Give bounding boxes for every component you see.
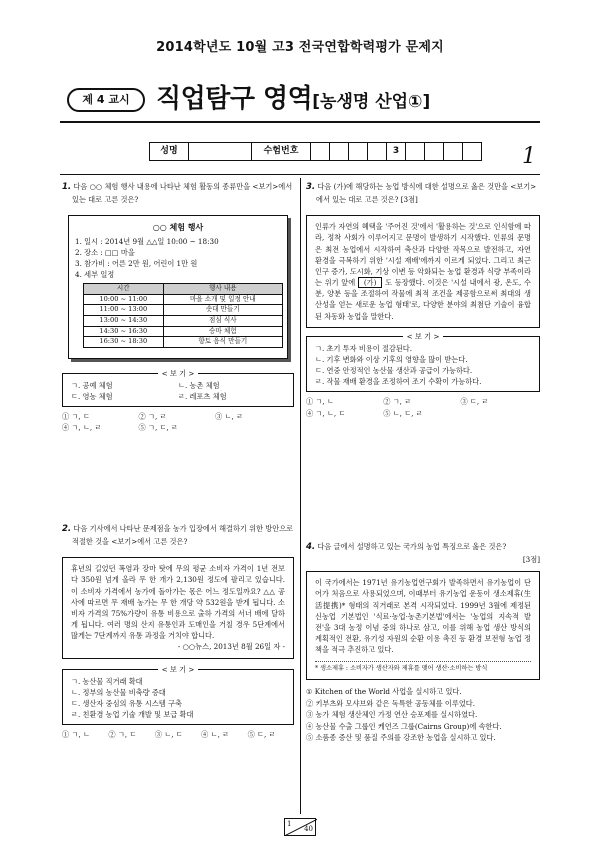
- examno-box[interactable]: [424, 142, 444, 161]
- question-text: 다음 ○○ 체험 행사 내용에 나타난 체험 활동의 종류만을 <보기>에서 있는 대로 고른 것은?: [72, 182, 293, 205]
- subject-main: 직업탐구 영역: [156, 84, 313, 114]
- question-text: 다음 기사에서 나타난 문제점을 농가 입장에서 해결하기 위한 방안으로 적절한 것을 <보기>에서 고른 것은?: [72, 524, 294, 547]
- bogi-item: ㄴ. 기후 변화와 이상 기후의 영향을 많이 받는다.: [315, 354, 468, 364]
- passage-text: 이 국가에서는 1971년 유기농업연구회가 발족하면서 유기농업이 단어가 처음으로 사용되었으며, 이때부터 유기농업 운동이 생소제휴(生活提携)* 형태의 직거래로 본격 시작되었다. 1999년 3월에 제정된 신농업 기본법인 '식료·농업·농촌기본법'에서는 '농업의 지속적 발전'을 3대 농정 이념 중의 하나로 삼고, 이를 위해 농업 생산 방식의 계획적인 전환, 유기성 자원의 순환 이용 촉진 등 환경 보전형 농업 정책을 적극 추진하고 있다.: [315, 578, 531, 655]
- bogi-item: ㄷ. 연중 안정적인 농산물 생산과 공급이 가능하다.: [315, 366, 473, 376]
- passage-box: [306, 571, 540, 680]
- answer-options: [62, 411, 294, 433]
- table-row: [84, 326, 283, 337]
- answer-option[interactable]: ④ ㄱ, ㄴ, ㄷ: [306, 408, 346, 418]
- news-passage-box: [62, 557, 294, 658]
- answer-choice[interactable]: ① Kitchen of the World 사업을 실시하고 있다.: [306, 687, 462, 697]
- bogi-box: [306, 331, 540, 393]
- id-row: [150, 142, 482, 161]
- examno-box[interactable]: [462, 142, 482, 161]
- answer-option[interactable]: ③ ㄴ, ㄷ: [154, 730, 183, 740]
- answer-choice[interactable]: ⑤ 소품종 증산 및 품질 주의를 강조한 농업을 실시하고 있다.: [306, 733, 496, 743]
- footnote: * 생소제휴 : 소비자가 생산자와 제휴를 맺어 생산·소비하는 방식: [315, 661, 531, 674]
- examno-fixed-digit: 3: [386, 142, 406, 161]
- answer-option[interactable]: ② ㄱ, ㄹ: [383, 397, 412, 407]
- table-cell: 솟대 만들기: [163, 305, 282, 316]
- bogi-title: < 보 기 >: [158, 369, 199, 378]
- table-header: 행사 내용: [163, 284, 282, 295]
- question-text: 다음 글에서 설명하고 있는 국가의 농업 특징으로 옳은 것은?: [317, 542, 507, 551]
- examno-box[interactable]: [310, 142, 330, 161]
- table-cell: 마을 소개 및 일정 안내: [163, 294, 282, 305]
- bogi-item: ㄹ. 친환경 농업 기술 개발 및 보급 확대: [71, 710, 194, 720]
- column-divider: [300, 178, 301, 814]
- answer-options: [62, 729, 294, 740]
- table-cell: 11:00 ~ 13:00: [84, 305, 164, 316]
- answer-options: [306, 396, 540, 418]
- question-number: 1.: [62, 182, 72, 192]
- bogi-box: [62, 664, 294, 726]
- question-4: [306, 541, 540, 744]
- bogi-item: ㄹ. 레포츠 체험: [178, 391, 227, 401]
- table-header: 시간: [84, 284, 164, 295]
- name-label: 성명: [149, 142, 189, 161]
- event-item: 1. 일시 : 2014년 9월 △△일 10:00 ~ 18:30: [75, 236, 219, 246]
- question-1: [62, 181, 294, 433]
- table-cell: 점심 식사: [163, 315, 282, 326]
- event-title: ○○ 체험 행사: [152, 222, 204, 233]
- page-footer: [284, 818, 316, 836]
- answer-choices: [306, 686, 540, 744]
- answer-option[interactable]: ⑤ ㄷ, ㄹ: [247, 730, 276, 740]
- table-cell: 10:00 ~ 11:00: [84, 294, 164, 305]
- answer-option[interactable]: ⑤ ㄴ, ㄷ, ㄹ: [383, 408, 423, 418]
- header-bottom-line: [60, 174, 540, 175]
- answer-option[interactable]: ⑤ ㄱ, ㄷ, ㄹ: [138, 423, 178, 433]
- bogi-item: ㄷ. 영농 체험: [71, 391, 113, 401]
- answer-option[interactable]: ① ㄱ, ㄴ: [62, 730, 90, 740]
- blank-ga: (가): [358, 277, 383, 288]
- footer-total: 40: [304, 825, 313, 834]
- table-cell: 16:30 ~ 18:30: [84, 337, 164, 348]
- passage-text: 도 등장했다. 이것은 '시설 내에서 광, 온도, 수분, 양분 등을 조절하여 작물에 최적 조건을 제공함으로써 최대의 생산성을 얻는 새로운 농업 형태'로, 다양한 분야의 최첨단 기술이 융합된 차동화 농업을 말한다.: [315, 278, 531, 321]
- table-cell: 승마 체험: [163, 326, 282, 337]
- answer-option[interactable]: ① ㄱ, ㄴ: [306, 397, 334, 407]
- question-text: 다음 (가)에 해당하는 농업 방식에 대한 설명으로 옳은 것만을 <보기>에서 있는 대로 고른 것은? [3점]: [316, 182, 537, 205]
- answer-option[interactable]: ② ㄱ, ㄹ: [138, 411, 167, 421]
- bogi-item: ㄱ. 초기 투자 비용이 절감된다.: [315, 343, 413, 353]
- answer-choice[interactable]: ④ 농산물 수출 그룹인 케언즈 그룹(Cairns Group)에 속한다.: [306, 721, 502, 731]
- table-cell: 향토 음식 만들기: [163, 337, 282, 348]
- examno-box[interactable]: [348, 142, 368, 161]
- subject-sub: [농생명 산업①]: [312, 92, 431, 112]
- examno-label: 수험번호: [251, 142, 311, 161]
- table-cell: 14:30 ~ 16:30: [84, 326, 164, 337]
- bogi-item: ㄴ. 농촌 체험: [178, 380, 220, 390]
- page-number: 1: [522, 144, 536, 169]
- answer-choice[interactable]: ② 키부츠와 모샤브와 같은 독특한 공동체를 이루었다.: [306, 698, 475, 708]
- bogi-box: [62, 368, 294, 407]
- answer-option[interactable]: ④ ㄱ, ㄴ, ㄹ: [62, 423, 102, 433]
- points-label: [3점]: [522, 555, 540, 565]
- examno-box[interactable]: [367, 142, 387, 161]
- question-number: 2.: [62, 524, 72, 534]
- answer-option[interactable]: ③ ㄷ, ㄹ: [460, 397, 489, 407]
- answer-option[interactable]: ④ ㄴ, ㄹ: [201, 730, 230, 740]
- examno-box[interactable]: [405, 142, 425, 161]
- passage-box: [306, 215, 540, 327]
- news-source: - ○○뉴스, 2013년 8월 26일 자 -: [177, 642, 285, 652]
- event-box: [68, 215, 288, 358]
- footer-page: 1: [287, 820, 292, 828]
- period-badge: 제 4 교시: [67, 88, 145, 112]
- bogi-title: < 보 기 >: [403, 332, 444, 341]
- table-header-row: [84, 284, 283, 295]
- bogi-item: ㄷ. 생산자 중심의 유통 시스템 구축: [71, 698, 182, 708]
- passage-text: 인류가 자연의 혜택을 '주어진 것'에서 '활용하는 것'으로 인식함에 따라, 정착 사회가 이루어지고 문명이 발생하기 시작했다. 인류의 문명은 최전 농업에서 시작하여 축산과 다양한 작목으로 발전하고, 자연 환경을 극복하기 위한 '시설 재배'에까지 이르게 되었다. 그리고 최근 인구 증가, 도시화, 기상 이변 등 악화되는 농업 환경과 식량 부족이라는 위기 앞에: [315, 222, 531, 288]
- bogi-item: ㄹ. 작물 재배 환경을 조정하여 조기 수확이 가능하다.: [315, 377, 482, 387]
- name-field[interactable]: [188, 142, 252, 161]
- schedule-table: [83, 283, 283, 347]
- question-number: 3.: [306, 182, 316, 192]
- table-row: [84, 337, 283, 348]
- question-2: [62, 523, 294, 740]
- table-row: [84, 294, 283, 305]
- bogi-title: < 보 기 >: [158, 665, 199, 674]
- header-divider: [60, 121, 540, 123]
- bogi-item: ㄱ. 농산물 직거래 확대: [71, 676, 143, 686]
- exam-title: 2014학년도 10월 고3 전국연합학력평가 문제지: [156, 40, 444, 55]
- news-passage: 휴년의 길었던 폭염과 장마 탓에 무의 평균 소비자 가격이 1년 전보다 350원 넘게 올라 무 한 개가 2,130원 정도에 팔리고 있습니다. 이 소비자 가격에서 농가에 돌아가는 몫은 어느 정도일까요? △△ 공사에 따르면 무 재배 농가는 무 한 개당 약 532원을 받게 됩니다. 소비자 가격의 75%가량이 유통 비용으로 출하 가격의 서너 배에 달하게 됩니다. 여러 명의 산지 유통인과 도매인을 거칠 경우 5단계에서 많게는 7단계까지 유통 과정을 거치야 합니다.: [71, 564, 285, 641]
- bogi-item: ㄱ. 공예 체험: [71, 380, 113, 390]
- question-number: 4.: [306, 542, 316, 552]
- answer-option[interactable]: ① ㄱ, ㄷ: [62, 411, 90, 421]
- event-item: 2. 장소 : □□ 마을: [75, 247, 135, 257]
- event-item: 3. 참가비 : 어른 2만 원, 어린이 1만 원: [75, 259, 198, 269]
- bogi-item: ㄴ. 정부의 농산물 비축량 증대: [71, 687, 166, 697]
- table-cell: 13:00 ~ 14:30: [84, 315, 164, 326]
- examno-box[interactable]: [443, 142, 463, 161]
- table-row: [84, 315, 283, 326]
- table-row: [84, 305, 283, 316]
- answer-choice[interactable]: ③ 농가 체험 생산체인 가정 연산 승포제를 실시하였다.: [306, 710, 478, 720]
- examno-box[interactable]: [329, 142, 349, 161]
- event-item: 4. 세부 일정: [75, 270, 115, 280]
- answer-option[interactable]: ③ ㄴ, ㄹ: [215, 411, 244, 421]
- answer-option[interactable]: ② ㄱ, ㄷ: [108, 730, 137, 740]
- question-3: [306, 181, 540, 419]
- subject-title: [156, 79, 430, 119]
